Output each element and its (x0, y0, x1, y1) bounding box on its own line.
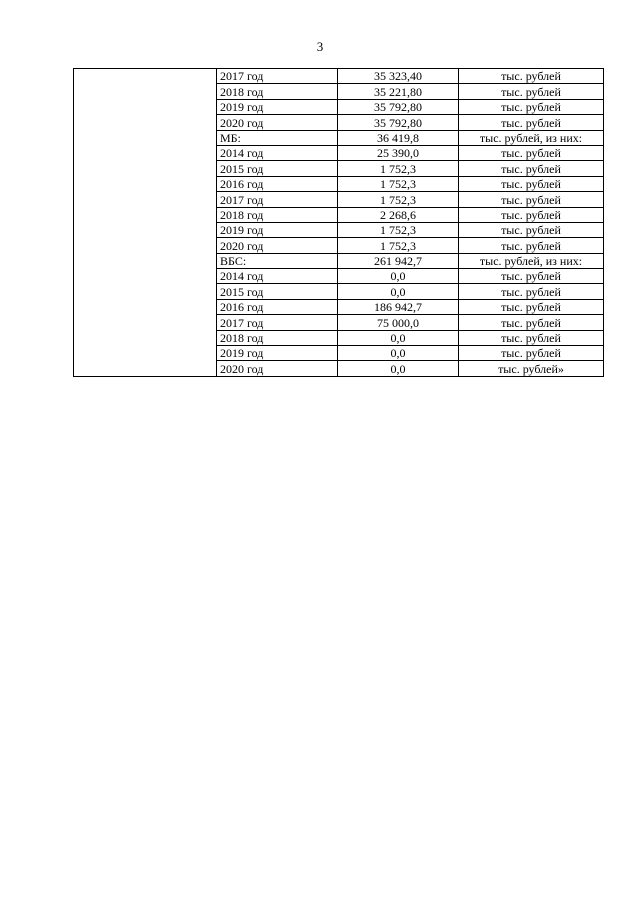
row-value: 261 942,7 (338, 253, 459, 268)
row-unit: тыс. рублей (459, 145, 604, 160)
row-value: 0,0 (338, 269, 459, 284)
row-label: 2020 год (217, 361, 338, 376)
row-label: 2020 год (217, 238, 338, 253)
row-value: 35 792,80 (338, 99, 459, 114)
row-unit: тыс. рублей (459, 99, 604, 114)
funding-table (73, 68, 604, 377)
row-unit: тыс. рублей (459, 238, 604, 253)
row-unit: тыс. рублей (459, 284, 604, 299)
row-value: 1 752,3 (338, 238, 459, 253)
funding-table-body (74, 69, 604, 377)
row-unit: тыс. рублей (459, 269, 604, 284)
row-label: 2015 год (217, 284, 338, 299)
table-row (74, 69, 604, 84)
merged-blank-cell (74, 69, 217, 377)
row-value: 2 268,6 (338, 207, 459, 222)
row-unit: тыс. рублей, из них: (459, 130, 604, 145)
row-label: 2017 год (217, 315, 338, 330)
row-value: 25 390,0 (338, 145, 459, 160)
row-value: 75 000,0 (338, 315, 459, 330)
row-label: 2018 год (217, 330, 338, 345)
row-label: 2015 год (217, 161, 338, 176)
row-label: 2017 год (217, 192, 338, 207)
row-unit: тыс. рублей (459, 161, 604, 176)
row-value: 36 419,8 (338, 130, 459, 145)
row-label: 2019 год (217, 346, 338, 361)
row-value: 1 752,3 (338, 176, 459, 191)
row-label: 2016 год (217, 299, 338, 314)
row-unit: тыс. рублей (459, 69, 604, 84)
row-unit: тыс. рублей (459, 115, 604, 130)
row-value: 1 752,3 (338, 161, 459, 176)
row-unit: тыс. рублей (459, 330, 604, 345)
row-label: ВБС: (217, 253, 338, 268)
row-unit: тыс. рублей (459, 315, 604, 330)
row-unit: тыс. рублей (459, 222, 604, 237)
row-label: 2018 год (217, 84, 338, 99)
row-value: 0,0 (338, 361, 459, 376)
row-label: МБ: (217, 130, 338, 145)
row-value: 0,0 (338, 330, 459, 345)
row-value: 0,0 (338, 284, 459, 299)
row-value: 1 752,3 (338, 192, 459, 207)
row-value: 35 792,80 (338, 115, 459, 130)
row-value: 35 323,40 (338, 69, 459, 84)
row-unit: тыс. рублей» (459, 361, 604, 376)
row-unit: тыс. рублей (459, 207, 604, 222)
row-label: 2014 год (217, 145, 338, 160)
row-label: 2018 год (217, 207, 338, 222)
row-value: 35 221,80 (338, 84, 459, 99)
row-label: 2020 год (217, 115, 338, 130)
row-unit: тыс. рублей (459, 192, 604, 207)
row-label: 2019 год (217, 222, 338, 237)
row-value: 186 942,7 (338, 299, 459, 314)
row-unit: тыс. рублей (459, 176, 604, 191)
row-unit: тыс. рублей (459, 84, 604, 99)
row-label: 2017 год (217, 69, 338, 84)
row-label: 2019 год (217, 99, 338, 114)
row-unit: тыс. рублей (459, 346, 604, 361)
row-unit: тыс. рублей (459, 299, 604, 314)
row-label: 2014 год (217, 269, 338, 284)
row-unit: тыс. рублей, из них: (459, 253, 604, 268)
row-value: 0,0 (338, 346, 459, 361)
row-value: 1 752,3 (338, 222, 459, 237)
page-number: 3 (316, 39, 324, 54)
row-label: 2016 год (217, 176, 338, 191)
